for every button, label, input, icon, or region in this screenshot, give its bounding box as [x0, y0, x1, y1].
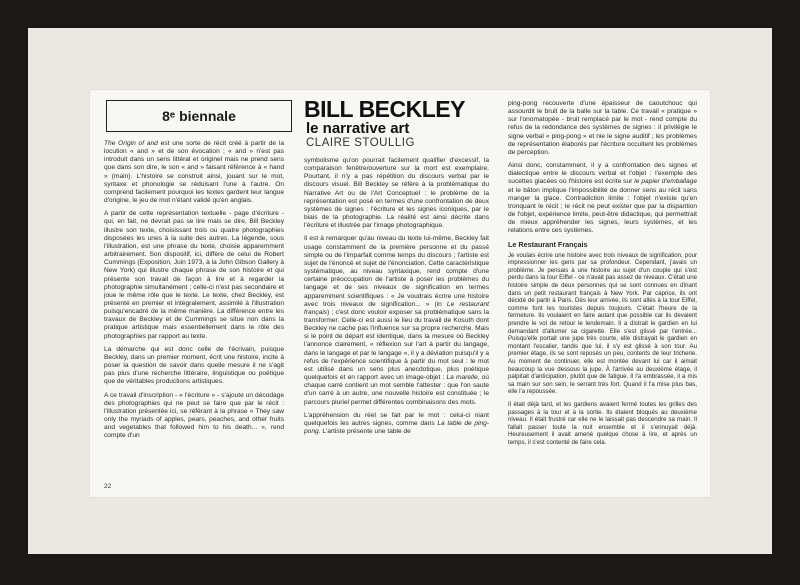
text-column-3	[508, 100, 697, 452]
paragraph: A ce travail d'inscription - « l'écriture » - s'ajoute un décodage des photographies qui ne peut se faire que par le récit : l'illustration présentée ici, se réfèrant à la phrase « They saw only the myriads of apples, pears, peaches, and other fruits and vegetables that followed him to his death... », rend compte d'un	[104, 391, 284, 440]
italic-title: La table de ping-pong	[304, 419, 489, 435]
article-title: BILL BECKLEY	[304, 96, 465, 122]
page-number: 22	[104, 483, 112, 490]
paragraph-text: ) ; c'est donc vouloir exposer sa problématique sans la transformer. Celle-ci est aussi le lieu du travail de Kosuth dont Beckley ne cache pas l'influence sur sa propre recherche. Mais si le point de départ est identique, dans la mesure où Beckley l'annonce clairement, « réflexion sur l'art à partir du langage, dans le langage et par le langage », il y a déviation puisqu'il y a refus de l'expérience scientifique à partir du mot seul : le mot est utilisé dans un sens plus anecdotique, plus poétique quelquefois et en rapport avec un image-objet :	[304, 308, 489, 382]
paragraph: ping-pong recouverte d'une épaisseur de caoutchouc qui assourdit le bruit de la balle sur la table. Ce travail « pratique » sur l'onomatopée - bruit remplacé par le mot - rend compte du refus de la redondance des systèmes de signes : il privilégie le signe verbal « ping-pong » et nie le signe auditif ; les problèmes de représentation élaborés par l'écriture occultent les problèmes de perception.	[508, 100, 697, 156]
magazine-page	[90, 90, 710, 497]
article-subtitle: le narrative art	[306, 120, 410, 137]
paragraph	[508, 162, 697, 235]
article-author: CLAIRE STOULLIG	[306, 137, 415, 149]
paragraph-text: est une sorte de récit créé à partir de la locution « and » et de son évocation ; « and » n'est pas introduit dans un sens littéral et originel mais ne prend sens que dans son dire, le son « and » faisant référence à « hand » (main). L'histoire se construit ainsi, jouant sur le mot, syntaxe et phonologie se réduisant l'une à l'autre. On comprend facilement pourquoi les textes gardent leur langue d'origine, le jeu de mot n'étant validé qu'en anglais.	[104, 140, 284, 205]
italic-title: La marelle	[446, 374, 478, 382]
biennale-badge: 8ᵉ biennale	[106, 100, 292, 132]
text-column-1	[104, 140, 284, 445]
paragraph-text: et le bâton implique l'impossibilité de donner sens au récit sans manger la glace. Contradiction limite : l'objet n'existe qu'en tronquant le récit ; le récit ne peut exister que par la disparition de l'objet, expérience limite, peut-être didactique, qui permettrait de mieux appréhender les signes, leurs systèmes, et les relations entre ces systèmes.	[508, 186, 697, 235]
paragraph: La démarche qui est donc celle de l'écrivain, puisque Beckley, dans un premier moment, écrit une histoire, incite à poser la question de savoir dans quelle mesure il ne s'agit pas plus d'une recherche littéraire, linguistique ou poétique que de véritables productions artistiques.	[104, 345, 284, 386]
paragraph	[304, 235, 489, 406]
story-text: Je voulais écrire une histoire avec trois niveaux de signification, pour impressionner les gens par sa profondeur. Cependant, j'avais un problème. Je pensais à une histoire au sujet d'un couple qui s'est perdu dans la tour Eiffel - ce n'avait pas assez de niveaux. C'était une histoire simple de deux personnes qui se sont connues en dînant dans un petit restaurant français à New York. Par caprice, ils ont décidé de partir à Paris. Dès leur arrivée, ils sont allés à la tour Eiffel, comme font les touristes depuis toujours. C'était l'heure de la fermeture. Ils voulaient en faire autant que possible car ils devaient prendre le vol de retour le lendemain. Il a distrait le gardien en lui demandant d'allumer sa cigarette. Elle s'est glissé par l'entrée... Puisqu'elle portait une jupe très courte, elle distrayait le gardien en montant l'escalier, tandis que lui, il s'y est glissé à son tour. Au premier étage, ils se sont reposés un peu, contents de leur tricherie. Au moment de continuer, elle est montée devant lui car il aimait beaucoup la vue dessous la jupe. À l'arrivée au deuxième étage, il palpitait d'anticipation, plutôt que de fatigue. Il l'a embrassée, il a mis sa main sur son sein, le serrant très fort. Quand il l'a mise plus bas, elle l'a repoussée.	[508, 251, 697, 396]
paragraph-text: L'appréhension du réel se fait par le mot : celui-ci niant quelquefois les autres signes, comme dans	[304, 411, 489, 427]
paragraph	[304, 412, 489, 436]
italic-lead: The Origin of and	[104, 140, 158, 147]
text-column-2	[304, 157, 489, 441]
story-text: Il était déjà tard, et les gardiens avaient fermé toutes les grilles des passages à la tour et à la sortie. Ils étaient bloqués au deuxième niveau. Il était frustré car elle ne le laissait pas descendre sa main. Il fallait passer toute la nuit ensemble et il s'ennuyait déjà. Heureusement il avait amené quelque chose à lire, et après un temps, il s'est contenté de faire cela.	[508, 400, 697, 446]
paragraph-text: Il est à remarquer qu'au niveau du texte lui-même, Beckley fait usage constamment de la première personne et du passé simple ou de l'imparfait comme temps du discours ; l'artiste est sujet de l'énoncé et sujet de l'énonciation. Cette caractéristique systématique, au niveau syntaxique, rend compte d'une certaine préoccupation de l'artiste à poser les problèmes du langage et de ses niveaux de signification en termes apparemment scientifiques : « Je voudrais écrire une histoire avec trois niveaux de signification... » (in	[304, 235, 489, 308]
paragraph: A partir de cette représentation textuelle - page d'écriture - qui, en fait, ne devrait pas se lire mais se dire, Bill Beckley illustre son texte, choisissant trois ou quatre photographies disposées les unes à la suite des autres. La légende, sous l'illustration, est une phrase du texte, choisie apparemment arbitrairement. Son dispositif, ici, diffère de celui de Robert Cummings (Exposition, Juin 1973, à la John Gibson Gallery à New York) qui illustre chaque phrase de son histoire et qui présente son travail de façon à lire et à regarder la photographie simultanément ; celle-ci n'est pas secondaire et joue le même rôle que le texte. Le texte, chez Beckley, est présenté en premier et intégralement, assimilé à l'illustration puisqu'encadré de la même manière. La différence entre les travaux de Beckley et de Cummings se situe non dans la pratique artistique mais essentiellement dans le rôle des photographies par rapport au texte.	[104, 210, 284, 340]
paragraph-text: Ainsi donc, constamment, il y a confrontation des signes et dialectique entre le discours verbal et l'objet : l'exemple des sucettes glacées où l'histoire est écrite sur	[508, 162, 697, 186]
paragraph-text: , où chaque carré contient un mot semble l'attester : que l'on saute d'un carré à un autre, une nouvelle histoire est constituée ; le parcours pluriel permet différentes combinaisons des mots.	[304, 374, 489, 406]
paragraph	[104, 140, 284, 205]
italic-title: Le restaurant français	[304, 300, 490, 316]
paragraph-text: . L'artiste présente une table de	[318, 428, 411, 435]
italic-phrase: le papier d'emballage	[634, 178, 697, 186]
paragraph: symbolisme qu'on pourrait facilement qualifier d'excessif, la comparaison fenêtre/ouverture sur la mort est exemplaire. Pourtant, il n'y a pas répétition du discours verbal par le discours visuel. Bill Beckley se réfère à la problématique du Narrative Art ou de l'Art Conceptuel : le problème de la représentation est posé en termes d'une confrontation de deux systèmes de signes : l'écriture et les signes iconiques, par le biais de la photographie. La réalité est ainsi décrite dans l'écriture et illustrée par l'image photographique.	[304, 157, 489, 230]
section-heading: Le Restaurant Français	[508, 239, 588, 249]
